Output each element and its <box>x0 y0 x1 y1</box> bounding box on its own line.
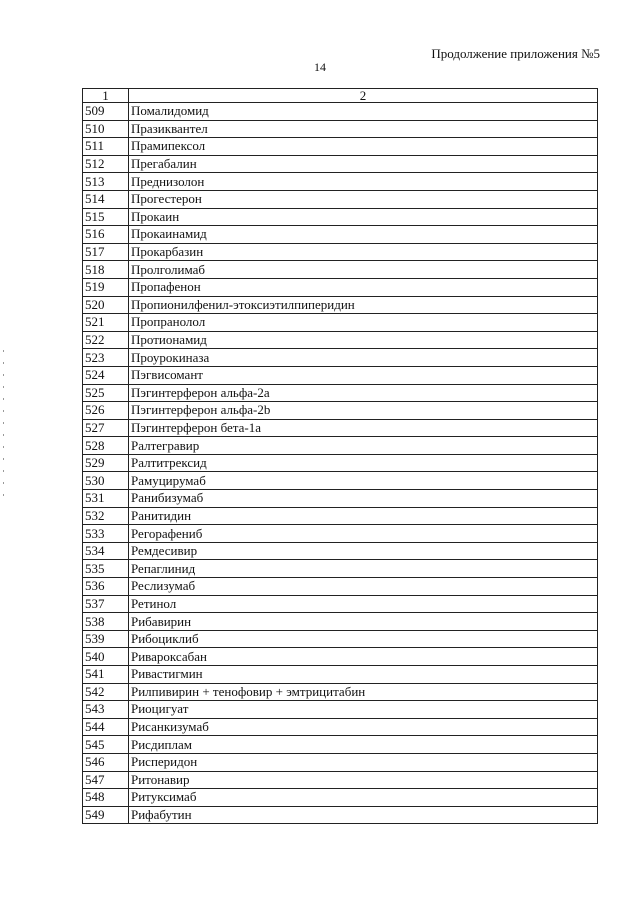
table-row <box>83 349 598 367</box>
drug-name: Рисдиплам <box>129 736 598 754</box>
drug-name: Ритуксимаб <box>129 789 598 807</box>
table-row <box>83 490 598 508</box>
row-number: 541 <box>83 666 129 684</box>
table-row <box>83 542 598 560</box>
drug-name: Рамуцирумаб <box>129 472 598 490</box>
drug-name: Помалидомид <box>129 103 598 121</box>
table-row <box>83 155 598 173</box>
table-row <box>83 366 598 384</box>
row-number: 528 <box>83 437 129 455</box>
table-row <box>83 419 598 437</box>
drug-name: Репаглинид <box>129 560 598 578</box>
row-number: 510 <box>83 120 129 138</box>
table-row <box>83 402 598 420</box>
drug-name: Пэгинтерферон бета-1а <box>129 419 598 437</box>
drug-name: Ранитидин <box>129 507 598 525</box>
drug-name: Пролголимаб <box>129 261 598 279</box>
drug-list-table <box>82 88 598 824</box>
row-number: 526 <box>83 402 129 420</box>
table-row <box>83 718 598 736</box>
drug-name: Прокаин <box>129 208 598 226</box>
table-row <box>83 753 598 771</box>
row-number: 534 <box>83 542 129 560</box>
row-number: 547 <box>83 771 129 789</box>
row-number: 521 <box>83 314 129 332</box>
row-number: 542 <box>83 683 129 701</box>
drug-name: Преднизолон <box>129 173 598 191</box>
drug-name: Пэгинтерферон альфа-2а <box>129 384 598 402</box>
drug-name: Пэгинтерферон альфа-2b <box>129 402 598 420</box>
drug-name: Прокаинамид <box>129 226 598 244</box>
row-number: 509 <box>83 103 129 121</box>
row-number: 532 <box>83 507 129 525</box>
row-number: 544 <box>83 718 129 736</box>
table-row <box>83 630 598 648</box>
table-row <box>83 560 598 578</box>
table-row <box>83 138 598 156</box>
row-number: 537 <box>83 595 129 613</box>
row-number: 512 <box>83 155 129 173</box>
margin-marks <box>2 350 6 520</box>
row-number: 517 <box>83 243 129 261</box>
drug-name: Ралтитрексид <box>129 454 598 472</box>
table-row <box>83 789 598 807</box>
table-row <box>83 507 598 525</box>
drug-name: Ритонавир <box>129 771 598 789</box>
drug-name: Рилпивирин + тенофовир + эмтрицитабин <box>129 683 598 701</box>
table-row <box>83 595 598 613</box>
table-row <box>83 683 598 701</box>
drug-name: Прамипексол <box>129 138 598 156</box>
row-number: 516 <box>83 226 129 244</box>
row-number: 548 <box>83 789 129 807</box>
drug-name: Проурокиназа <box>129 349 598 367</box>
table-row <box>83 613 598 631</box>
row-number: 530 <box>83 472 129 490</box>
drug-name: Рисперидон <box>129 753 598 771</box>
table-row <box>83 806 598 824</box>
table-row <box>83 331 598 349</box>
row-number: 515 <box>83 208 129 226</box>
drug-name: Ранибизумаб <box>129 490 598 508</box>
row-number: 520 <box>83 296 129 314</box>
row-number: 538 <box>83 613 129 631</box>
drug-name: Празиквантел <box>129 120 598 138</box>
table-row <box>83 314 598 332</box>
row-number: 543 <box>83 701 129 719</box>
drug-name: Рифабутин <box>129 806 598 824</box>
row-number: 513 <box>83 173 129 191</box>
table-header-row <box>83 89 598 103</box>
row-number: 522 <box>83 331 129 349</box>
row-number: 549 <box>83 806 129 824</box>
row-number: 527 <box>83 419 129 437</box>
drug-name: Ривароксабан <box>129 648 598 666</box>
drug-name: Прегабалин <box>129 155 598 173</box>
table-row <box>83 261 598 279</box>
table-row <box>83 736 598 754</box>
drug-name: Прокарбазин <box>129 243 598 261</box>
table-row <box>83 771 598 789</box>
table-row <box>83 173 598 191</box>
table-row <box>83 648 598 666</box>
drug-name: Протионамид <box>129 331 598 349</box>
table-body <box>83 103 598 824</box>
row-number: 540 <box>83 648 129 666</box>
row-number: 514 <box>83 190 129 208</box>
table-row <box>83 226 598 244</box>
drug-name: Рисанкизумаб <box>129 718 598 736</box>
row-number: 545 <box>83 736 129 754</box>
row-number: 524 <box>83 366 129 384</box>
table-row <box>83 701 598 719</box>
table-row <box>83 120 598 138</box>
drug-name: Пэгвисомант <box>129 366 598 384</box>
table-row <box>83 296 598 314</box>
table-row <box>83 208 598 226</box>
row-number: 546 <box>83 753 129 771</box>
row-number: 519 <box>83 278 129 296</box>
table-row <box>83 243 598 261</box>
drug-name: Рибавирин <box>129 613 598 631</box>
row-number: 536 <box>83 578 129 596</box>
column-header-number: 1 <box>83 89 129 103</box>
table-row <box>83 454 598 472</box>
table-row <box>83 103 598 121</box>
drug-name: Пропранолол <box>129 314 598 332</box>
drug-name: Ралтегравир <box>129 437 598 455</box>
row-number: 539 <box>83 630 129 648</box>
drug-name: Реслизумаб <box>129 578 598 596</box>
column-header-name: 2 <box>129 89 598 103</box>
page-number: 14 <box>314 60 326 74</box>
drug-name: Ривастигмин <box>129 666 598 684</box>
row-number: 529 <box>83 454 129 472</box>
drug-name: Рибоциклиб <box>129 630 598 648</box>
drug-name: Пропионилфенил-этоксиэтилпиперидин <box>129 296 598 314</box>
annex-note: Продолжение приложения №5 <box>431 46 600 61</box>
drug-name: Регорафениб <box>129 525 598 543</box>
drug-name: Прогестерон <box>129 190 598 208</box>
row-number: 533 <box>83 525 129 543</box>
table-row <box>83 278 598 296</box>
drug-name: Ретинол <box>129 595 598 613</box>
table-row <box>83 437 598 455</box>
table-row <box>83 578 598 596</box>
row-number: 511 <box>83 138 129 156</box>
table-row <box>83 472 598 490</box>
drug-name: Риоцигуат <box>129 701 598 719</box>
table-row <box>83 525 598 543</box>
table-row <box>83 384 598 402</box>
row-number: 518 <box>83 261 129 279</box>
table-row <box>83 190 598 208</box>
drug-name: Пропафенон <box>129 278 598 296</box>
table-row <box>83 666 598 684</box>
row-number: 523 <box>83 349 129 367</box>
drug-name: Ремдесивир <box>129 542 598 560</box>
row-number: 525 <box>83 384 129 402</box>
row-number: 531 <box>83 490 129 508</box>
row-number: 535 <box>83 560 129 578</box>
